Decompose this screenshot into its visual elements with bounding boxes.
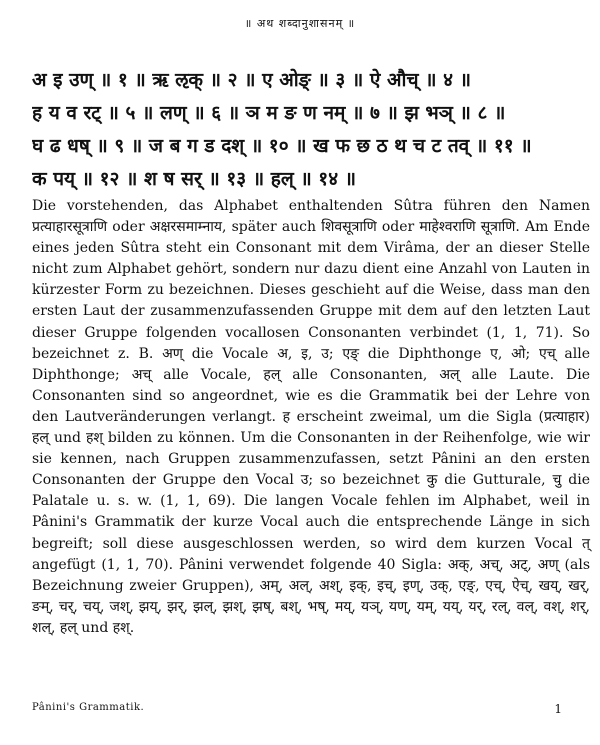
running-title: ॥ अथ शब्दानुशासनम् ॥ [244, 17, 356, 30]
page-number: 1 [554, 702, 562, 716]
sutra-line-2: ह य व रट् ॥ ५ ॥ लण् ॥ ६ ॥ ञ म ङ ण नम् ॥ ७ ॥ झ भञ् ॥ ८ ॥ [32, 102, 506, 124]
main-text [32, 196, 590, 639]
sutra-line-4: क पय् ॥ १२ ॥ श ष सर् ॥ १३ ॥ हल् ॥ १४ ॥ [32, 168, 357, 190]
body-paragraph: Die vorstehenden, das Alphabet enthaltenden Sûtra führen den Namen प्रत्याहारसूत्राणि oder अक्षरसमाम्नाय, später auch शिवसूत्राणि oder माहेश्वराणि सूत्राणि. Am Ende eines jeden Sûtra steht ein Consonant mit dem Virâma, der an dieser Stelle nicht zum Alphabet gehört, sondern nur dazu dient eine Anzahl von Lauten in kürzester Form zu bezeichnen. Dieses geschieht auf die Weise, dass man den ersten Laut der zusammenzufassenden Gruppe mit dem auf den letzten Laut dieser Gruppe folgenden vocallosen Consonanten verbindet (1, 1, 71). So bezeichnet z. B. अण् die Vocale अ, इ, उ; एङ् die Diphthonge ए, ओ; एच् alle Diphthonge; अच् alle Vocale, हल् alle Consonanten, अल् alle Laute. Die Consonanten sind so angeordnet, wie es die Grammatik bei der Lehre von den Lautveränderungen verlangt. ह erscheint zweimal, um die Sigla (प्रत्याहार) हल् und हश् bilden zu können. Um die Consonanten in der Reihenfolge, wie wir sie kennen, nach Gruppen zusammenzufassen, setzt Pânini an den ersten Consonanten der Gruppe den Vocal उ; so bezeichnet कु die Gutturale, चु die Palatale u. s. w. (1, 1, 69). Die langen Vocale fehlen im Alphabet, weil in Pânini's Grammatik der kurze Vocal auch die entsprechende Länge in sich begreift; soll diese ausgeschlossen werden, so wird dem kurzen Vocal त् angefügt (1, 1, 70). Pânini verwendet folgende 40 Sigla: अक्, अच्, अट्, अण् (als Bezeichnung zweier Gruppen), अम्, अल्, अश्, इक्, इच्, इण्, उक्, एङ्, एच्, ऐच्, खय्, खर्, ङम्, चर्, चय्, जश्, झय्, झर्, झल्, झश्, झष्, बश्, भष्, मय्, यञ्, यण्, यम्, यय्, यर्, रल्, वल्, वश्, शर्, शल्, हल् und हश्. [32, 198, 590, 636]
sutra-line-1: अ इ उण् ॥ १ ॥ ऋ ऌक् ॥ २ ॥ ए ओङ् ॥ ३ ॥ ऐ औच् ॥ ४ ॥ [32, 69, 471, 91]
shiva-sutras-block [32, 64, 588, 196]
sutra-line-3: घ ढ धष् ॥ ९ ॥ ज ब ग ड दश् ॥ १० ॥ ख फ छ ठ थ च ट तव् ॥ ११ ॥ [32, 135, 532, 157]
footer-title: Pânini's Grammatik. [32, 702, 145, 713]
